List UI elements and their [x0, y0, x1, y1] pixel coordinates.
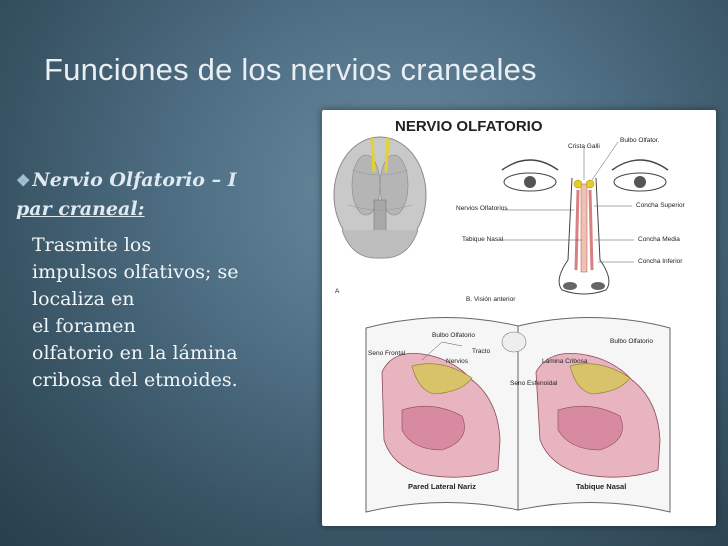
anatomy-figure — [322, 110, 716, 526]
figure-title: NERVIO OLFATORIO — [395, 118, 543, 135]
label-concha-media: Concha Media — [638, 236, 680, 243]
label-bulbo-olfatorio-right: Bulbo Olfatorio — [610, 338, 653, 345]
nerve-heading — [16, 166, 314, 224]
description-line: olfatorio en la lámina — [32, 342, 238, 364]
label-nervios-olfatorios: Nervios Olfatorios — [456, 205, 508, 212]
label-pared-lateral-nariz: Pared Lateral Nariz — [408, 482, 476, 491]
heading-part-2: par craneal: — [16, 198, 145, 220]
label-seno-esfenoidal: Seno Esfenoidal — [510, 380, 558, 387]
label-crista-galli: Crista Galli — [568, 143, 600, 150]
slide-title: Funciones de los nervios craneales — [44, 52, 537, 87]
label-concha-superior: Concha Superior — [636, 202, 685, 209]
description-text — [16, 232, 314, 394]
label-concha-inferior: Concha Inferior — [638, 258, 683, 265]
diamond-bullet-icon: ❖ — [16, 171, 31, 190]
label-bulbo-olfatorio-left: Bulbo Olfatorio — [432, 332, 475, 339]
description-line: el foramen — [32, 315, 136, 337]
label-bulbo-olfatorio-top: Bulbo Olfator. — [620, 137, 660, 144]
label-tracto: Tracto — [472, 348, 491, 355]
description-line: impulsos olfativos; se — [32, 261, 239, 283]
label-tabique-nasal-bottom: Tabique Nasal — [576, 482, 627, 491]
label-panel-a: A — [335, 288, 340, 295]
frontal-face-illustration — [502, 142, 668, 294]
content-column — [16, 166, 314, 394]
heading-part-1: Nervio Olfatorio – I — [32, 169, 237, 191]
label-tabique-nasal-top: Tabique Nasal — [462, 236, 504, 243]
label-panel-b: B. Visión anterior — [466, 296, 516, 303]
label-nervios: Nervios — [446, 358, 469, 365]
label-seno-frontal: Seno Frontal — [368, 350, 406, 357]
description-line: Trasmite los — [32, 234, 152, 256]
description-line: localiza en — [32, 288, 135, 310]
anatomy-illustration — [322, 110, 716, 526]
description-line: cribosa del etmoides. — [32, 369, 238, 391]
brain-base-illustration — [334, 137, 426, 258]
label-lamina-cribosa: Lámina Cribosa — [542, 358, 588, 365]
